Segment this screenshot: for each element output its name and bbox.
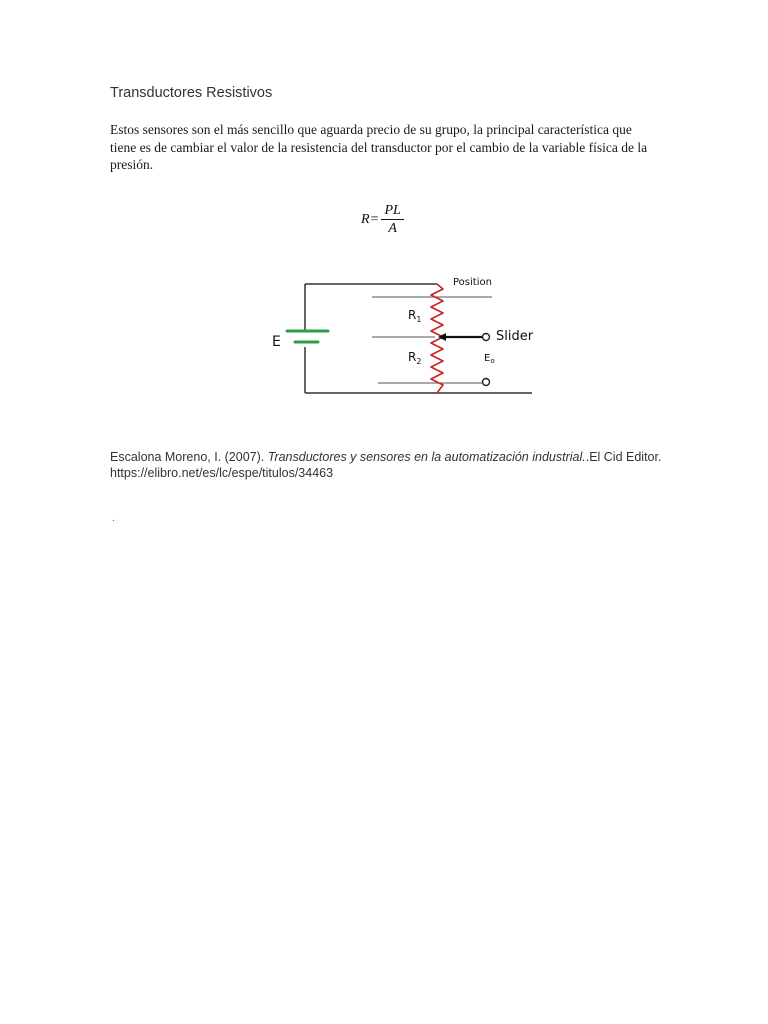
citation: [110, 449, 670, 481]
r2-letter: R: [408, 350, 417, 364]
output-terminal: [483, 379, 490, 386]
slider-arrow: [438, 333, 482, 341]
position-label: Position: [453, 277, 492, 288]
trailing-mark: .: [112, 513, 115, 524]
eo-label: [484, 353, 495, 365]
r1-label: [408, 308, 421, 324]
battery-label: E: [272, 334, 281, 350]
body-paragraph: Estos sensores son el más sencillo que aguarda precio de su grupo, la principal característica que tiene es de cambiar el valor de la resistencia del transductor por el cambio de la variable física de la presión.: [110, 122, 648, 172]
resistance-formula: [361, 203, 404, 236]
eo-subscript: o: [490, 357, 495, 365]
citation-publisher-url: .El Cid Editor. https://elibro.net/es/lc/espe/titulos/34463: [110, 450, 662, 480]
slider-label: Slider: [496, 329, 534, 344]
formula-denominator: A: [388, 221, 397, 236]
formula-equals: =: [370, 211, 379, 227]
r2-label: [408, 350, 421, 366]
position-lines: [372, 297, 495, 383]
formula-fraction: [381, 203, 403, 236]
citation-authors: Escalona Moreno, I. (2007).: [110, 450, 268, 464]
r1-subscript: 1: [416, 315, 422, 324]
eo-letter: E: [484, 353, 491, 364]
r1-letter: R: [408, 308, 417, 322]
document-title: Transductores Resistivos: [110, 85, 273, 101]
formula-lhs: R: [361, 211, 370, 227]
potentiometer-circuit-diagram: [260, 265, 540, 405]
slider-terminal: [483, 334, 490, 341]
citation-book-title: Transductores y sensores en la automatización industrial.: [267, 450, 586, 464]
r2-subscript: 2: [416, 357, 422, 366]
formula-numerator: PL: [381, 203, 403, 220]
battery-icon: [287, 331, 328, 342]
